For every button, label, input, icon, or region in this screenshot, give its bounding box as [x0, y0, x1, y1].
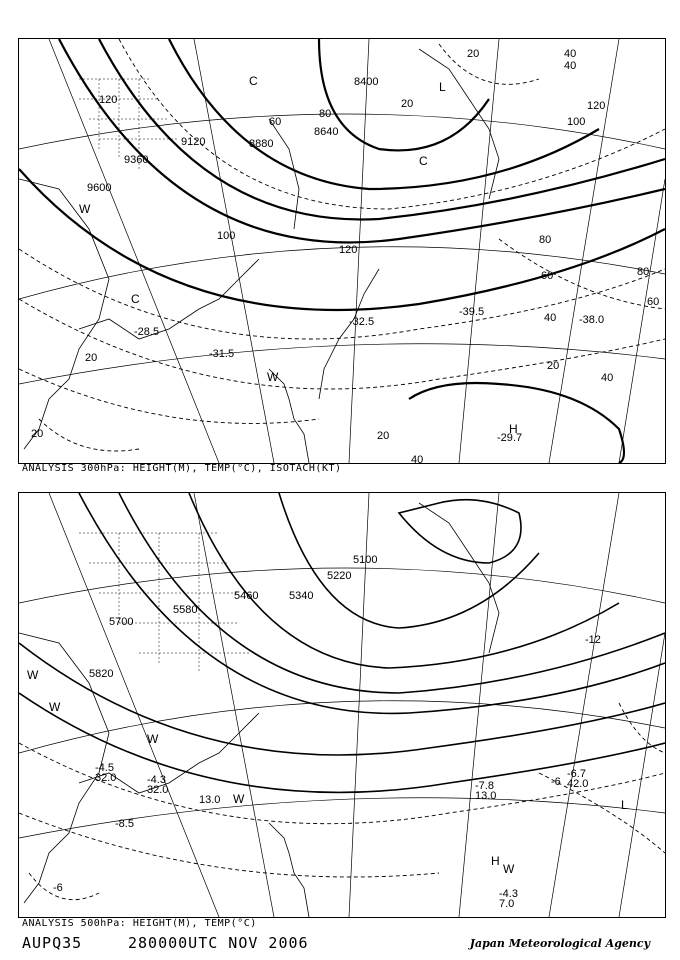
station-temp: -4.3 — [499, 888, 518, 900]
agency-name: Japan Meteorological Agency — [469, 937, 650, 950]
coastlines — [19, 49, 499, 463]
warm-symbol: W — [147, 732, 159, 746]
isotherm-label: -6 — [551, 776, 561, 788]
isotach-label: 80 — [637, 266, 650, 278]
height-label: 5340 — [289, 590, 314, 602]
height-label: 9360 — [124, 154, 149, 166]
isotach-label: 20 — [377, 430, 390, 442]
station-temp: -39.5 — [459, 306, 485, 318]
isotach-label: 20 — [467, 48, 480, 60]
station-temp: -29.7 — [497, 432, 523, 444]
station-temp: -4.3 — [147, 774, 166, 786]
lat-lon-grid — [19, 493, 665, 917]
isotach-label: 40 — [544, 312, 557, 324]
height-label: 8640 — [314, 126, 339, 138]
warm-symbol: W — [49, 700, 61, 714]
warm-symbol: W — [233, 792, 245, 806]
map-panel-300hpa — [18, 38, 666, 464]
isotach-label: 100 — [217, 230, 236, 242]
station-dewpoint: 32.0 — [147, 784, 169, 796]
height-label: 5100 — [353, 554, 378, 566]
isotherm-label: -6 — [53, 882, 63, 894]
isotach-label: 60 — [647, 296, 660, 308]
height-label: 5700 — [109, 616, 134, 628]
isotach-label: 20 — [401, 98, 414, 110]
station-temp: -7.8 — [475, 780, 494, 792]
isotach-label: 60 — [269, 116, 282, 128]
warm-symbol: W — [503, 862, 515, 876]
isotach-label: 40 — [564, 48, 577, 60]
caption-300hpa: ANALYSIS 300hPa: HEIGHT(M), TEMP(°C), ISOTACH(KT) — [22, 463, 342, 474]
cold-pool-hatch — [79, 533, 249, 673]
isotach-label: 40 — [411, 454, 424, 463]
isotherm-label: -12 — [585, 634, 601, 646]
station-dewpoint: 13.0 — [475, 790, 497, 802]
warm-symbol: W — [267, 370, 279, 384]
isotach-label: 80 — [319, 108, 332, 120]
height-label: 9120 — [181, 136, 206, 148]
high-pressure-symbol: H — [491, 854, 500, 868]
height-label: 8400 — [354, 76, 379, 88]
isotach-label: 100 — [567, 116, 586, 128]
height-label: 9600 — [87, 182, 112, 194]
isotach-label: 20 — [547, 360, 560, 372]
isotach-label: 40 — [601, 372, 614, 384]
warm-symbol: W — [27, 668, 39, 682]
isotach-label: 120 — [587, 100, 606, 112]
map-500hpa-svg — [19, 493, 665, 917]
station-dewpoint: 32.0 — [95, 772, 117, 784]
map-300hpa-svg — [19, 39, 665, 463]
isotach-label: 20 — [85, 352, 98, 364]
station-temp: -32.5 — [349, 316, 375, 328]
high-pressure-symbol: H — [509, 422, 518, 436]
station-temp: -4.5 — [95, 762, 114, 774]
cold-symbol: C — [249, 74, 258, 88]
station-temp: -31.5 — [209, 348, 235, 360]
low-pressure-symbol: L — [439, 80, 446, 94]
station-temp: -28.5 — [134, 326, 160, 338]
cold-symbol: C — [131, 292, 140, 306]
cold-symbol: C — [419, 154, 428, 168]
coastlines — [19, 503, 499, 917]
station-dewpoint: 7.0 — [499, 898, 515, 910]
height-label: 5820 — [89, 668, 114, 680]
isotach-label: 60 — [541, 270, 554, 282]
height-label: 5460 — [234, 590, 259, 602]
height-label: 8880 — [249, 138, 274, 150]
isotach-label: 80 — [539, 234, 552, 246]
height-contours — [19, 493, 665, 792]
chart-id: AUPQ35 — [22, 934, 83, 952]
station-temp: -38.0 — [579, 314, 605, 326]
isotach-label: 120 — [99, 94, 118, 106]
isotach-label: 120 — [339, 244, 358, 256]
valid-time: 280000UTC NOV 2006 — [128, 934, 309, 952]
isotach-label: 20 — [31, 428, 44, 440]
low-pressure-symbol: L — [621, 798, 628, 812]
station-temp: -8.5 — [115, 818, 134, 830]
station-dewpoint: 13.0 — [199, 794, 221, 806]
map-panel-500hpa — [18, 492, 666, 918]
station-dewpoint: 42.0 — [567, 778, 589, 790]
warm-symbol: W — [79, 202, 91, 216]
station-temp: -6.7 — [567, 768, 586, 780]
caption-500hpa: ANALYSIS 500hPa: HEIGHT(M), TEMP(°C) — [22, 918, 257, 929]
height-label: 5220 — [327, 570, 352, 582]
height-label: 5580 — [173, 604, 198, 616]
isotach-label: 40 — [564, 60, 577, 72]
